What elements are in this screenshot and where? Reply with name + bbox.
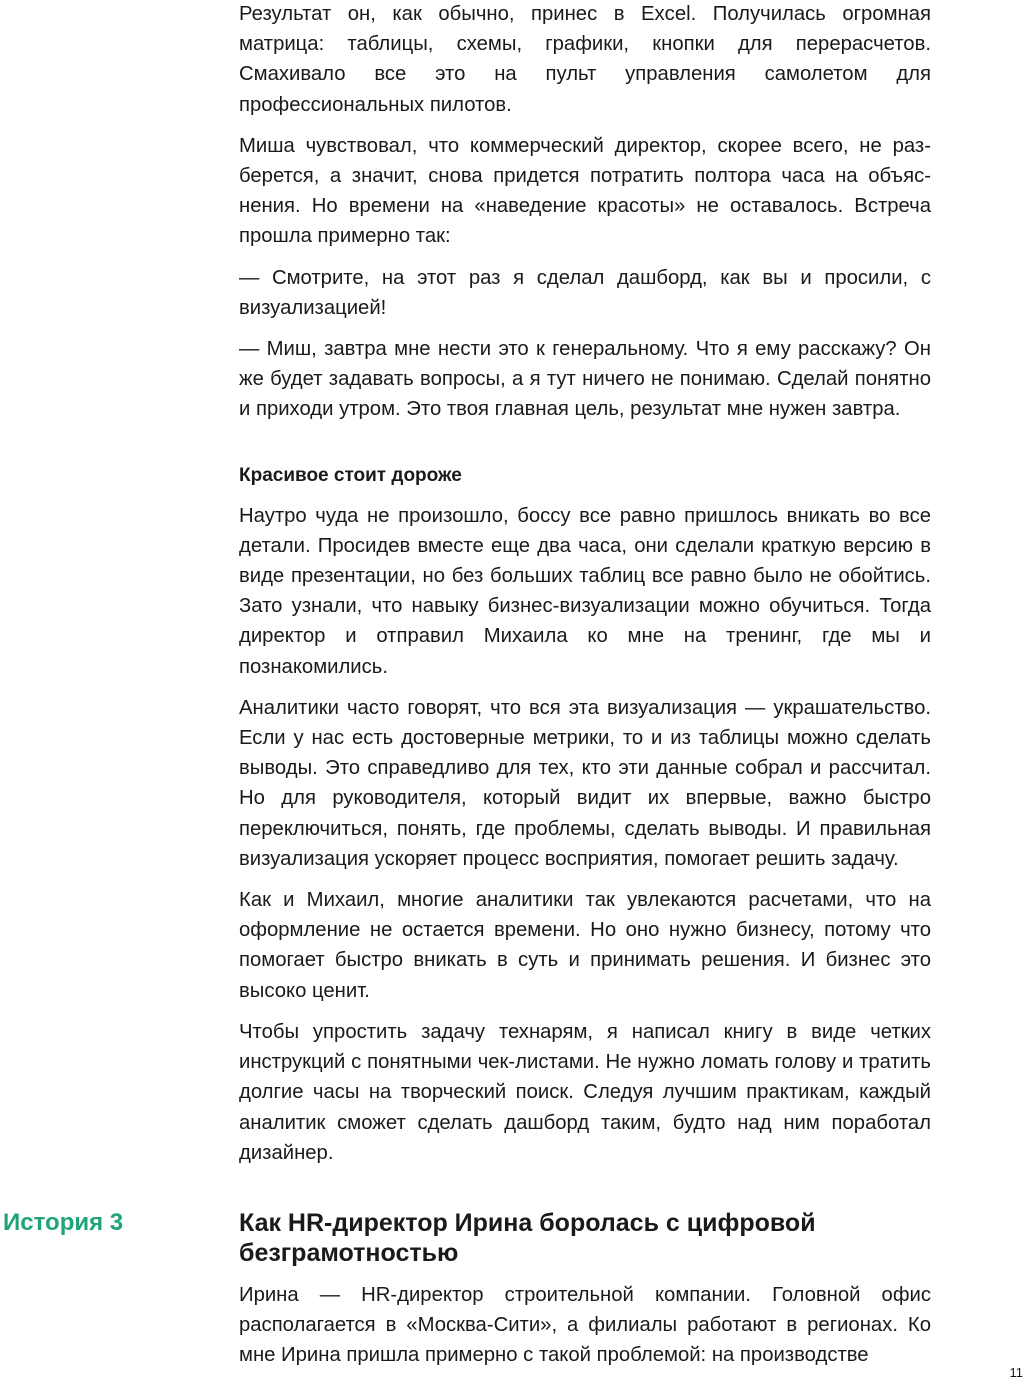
story-title: Как HR-директор Ирина боролась с цифровой безграмотностью xyxy=(239,1208,816,1267)
story-label: История 3 xyxy=(3,1208,124,1236)
paragraph: Чтобы упростить задачу технарям, я написал книгу в виде четких инструкций с понятными чек-листами. Не нужно ломать голову и тратить долгие часы на творческий поиск. Следуя лучшим практикам, каждый аналитик сможет сделать дашборд таким, будто над ним поработал дизайнер. xyxy=(239,1020,931,1164)
paragraph: Как и Михаил, многие аналитики так увлекаются расчетами, что на оформление не остается времени. Но оно нужно бизнесу, потому что помогает быстро вникать в суть и принимать решения. И бизнес это высоко ценит. xyxy=(239,889,931,1002)
page-number: 11 xyxy=(1009,1365,1023,1380)
paragraph: Ирина — HR-директор строительной компании. Головной офис располагается в «Москва-Сити», а филиалы работают в регионах. Ко мне Ирина пришла примерно с такой проблемой: на производстве xyxy=(239,1283,931,1367)
paragraph: Аналитики часто говорят, что вся эта визуализация — украшательство. Если у нас есть достоверные метрики, то и из таблицы можно сделать выводы. Это справедливо для тех, кто эти данные собрал и рассчитал. Но для руководителя, который видит их впервые, важно быстро переключиться, понять, где проблемы, сделать выводы. И правильная визуализация ускоряет процесс восприятия, помогает решить задачу. xyxy=(239,696,931,870)
story-section xyxy=(3,1208,931,1371)
paragraph: Наутро чуда не произошло, боссу все равно пришлось вникать во все детали. Просидев вместе еще два часа, они сделали краткую версию в виде презентации, но без больших таблиц все равно было не обойтись. Зато узнали, что навыку бизнес-визуализации можно обучиться. Тогда директор и отправил Михаила ко мне на тренинг, где мы и познакомились. xyxy=(239,504,931,678)
dialogue-line: — Смотрите, на этот раз я сделал дашборд, как вы и просили, с визуализацией! xyxy=(239,266,931,319)
page-content xyxy=(3,0,931,1382)
paragraph: Миша чувствовал, что коммерческий директор, скорее всего, не разберется, а значит, снова придется потратить полтора часа на объяснения. Но времени на «наведение красоты» не оставалось. Встреча прошла примерно так: xyxy=(239,134,931,248)
paragraph: Результат он, как обычно, принес в Excel. Получилась огромная матрица: таблицы, схемы, графики, кнопки для перерасчетов. Смахивало все это на пульт управления самолетом для профессиональных пилотов. xyxy=(239,3,931,116)
dialogue-line: — Миш, завтра мне нести это к генеральному. Что я ему расскажу? Он же будет задавать вопросы, а я тут ничего не понимаю. Сделай понятно и приходи утром. Это твоя главная цель, результат мне нужен завтра. xyxy=(239,338,931,421)
section-heading: Красивое стоит дороже xyxy=(239,464,462,486)
